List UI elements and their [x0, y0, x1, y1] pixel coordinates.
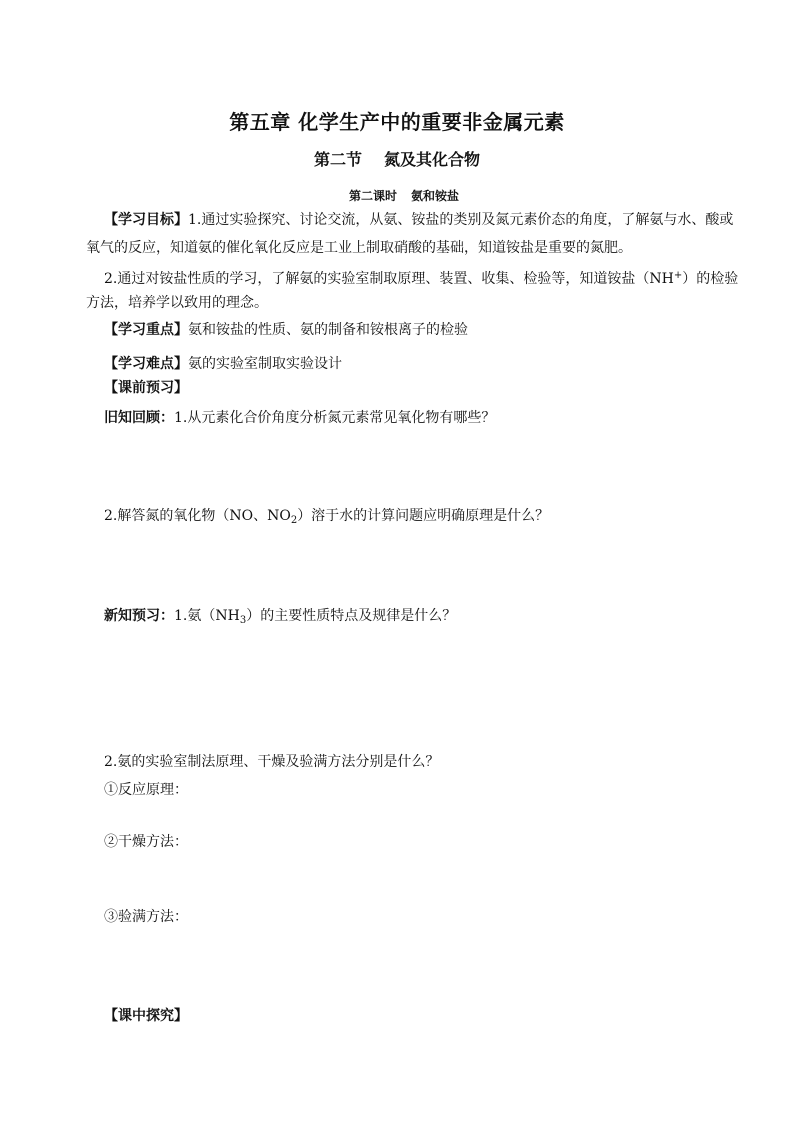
objectives-text-3a: 2.通过对铵盐性质的学习，了解氨的实验室制取原理、装置、收集、检验等，知道铵盐（NH — [104, 271, 674, 287]
objectives-text-3b: ）的检验 — [682, 271, 739, 287]
objectives-line-2: 氧气的反应，知道氨的催化氧化反应是工业上制取硝酸的基础，知道铵盐是重要的氮肥。 — [86, 240, 632, 256]
review-q2-text-b: ）溶于水的计算问题应明确原理是什么？ — [297, 508, 550, 524]
review-q2-text-a: 2.解答氮的氧化物（NO、NO — [104, 508, 291, 524]
drying-method-item: ②干燥方法： — [104, 834, 188, 850]
review-question-1 — [104, 408, 495, 428]
section-title: 氮及其化合物 — [384, 150, 481, 169]
difficulty-text: 氨的实验室制取实验设计 — [188, 356, 342, 372]
lesson-heading — [0, 187, 794, 204]
key-points-text: 氨和铵盐的性质、氨的制备和铵根离子的检验 — [188, 322, 468, 338]
reaction-principle-item: ①反应原理： — [104, 782, 188, 798]
preview-tag: 【课前预习】 — [104, 380, 188, 396]
review-question-2 — [104, 506, 549, 531]
section-heading — [0, 147, 794, 170]
difficulty — [104, 354, 342, 374]
objectives-tag: 【学习目标】 — [104, 212, 188, 228]
key-points — [104, 320, 468, 340]
new-question-2: 2.氨的实验室制法原理、干燥及验满方法分别是什么？ — [104, 754, 440, 770]
new-label: 新知预习： — [104, 608, 174, 624]
key-points-tag: 【学习重点】 — [104, 322, 188, 338]
new-question-1 — [104, 606, 456, 631]
review-q1-text: 1.从元素化合价角度分析氮元素常见氧化物有哪些？ — [174, 410, 496, 426]
no2-subscript: 2 — [290, 515, 298, 526]
objectives-text-1: 1.通过实验探究、讨论交流，从氨、铵盐的类别及氮元素价态的角度，了解氨与水、酸或 — [188, 212, 734, 228]
lesson-title: 氨和铵盐 — [411, 189, 460, 203]
objectives-line-4: 方法，培养学以致用的理念。 — [86, 295, 268, 311]
in-class-tag: 【课中探究】 — [104, 1008, 188, 1024]
nh3-subscript: 3 — [239, 615, 247, 626]
objectives-line-1 — [104, 210, 733, 230]
review-label: 旧知回顾： — [104, 410, 174, 426]
difficulty-tag: 【学习难点】 — [104, 356, 188, 372]
lesson-label: 第二课时 — [348, 189, 397, 203]
objectives-line-3 — [104, 266, 738, 289]
chapter-title: 第五章 化学生产中的重要非金属元素 — [229, 110, 565, 134]
ammonium-charge: + — [673, 270, 683, 281]
new-q1-text-a: 1.氨（NH — [174, 608, 240, 624]
section-label: 第二节 — [313, 150, 362, 169]
full-check-method-item: ③验满方法： — [104, 909, 188, 925]
new-q1-text-b: ）的主要性质特点及规律是什么？ — [246, 608, 457, 624]
